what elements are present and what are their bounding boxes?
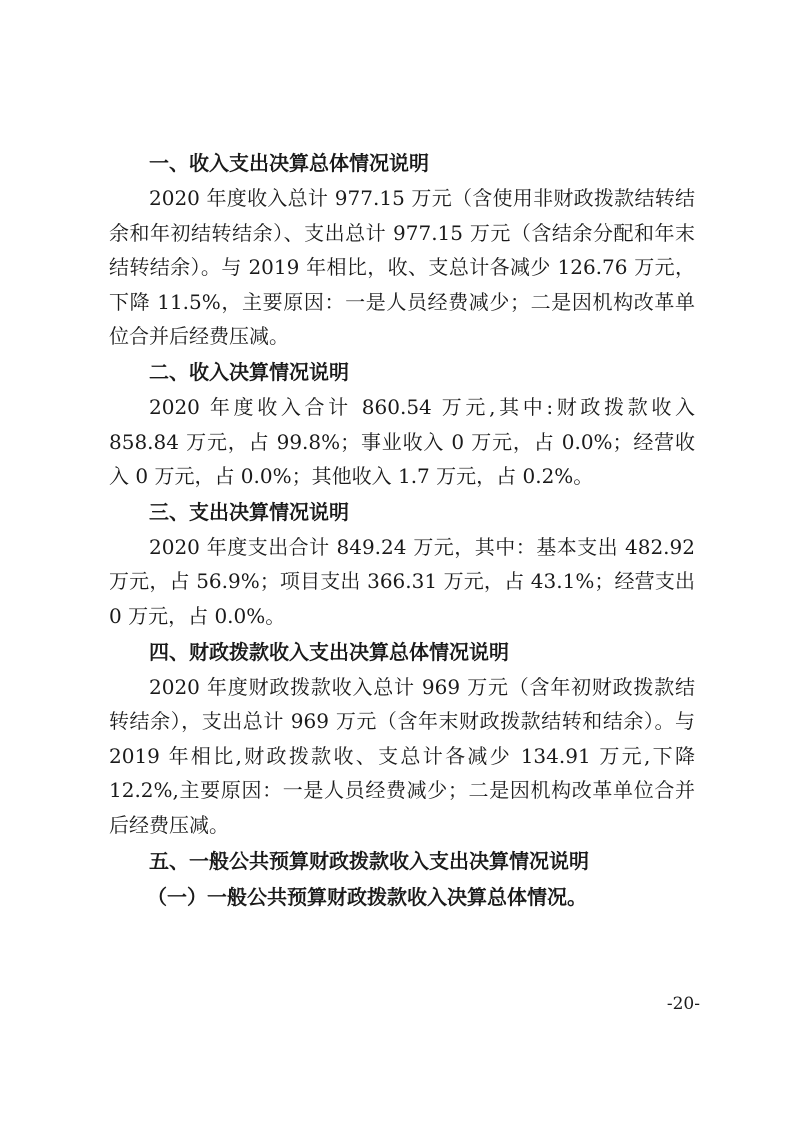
- section-heading-2: 二、收入决算情况说明: [149, 359, 349, 384]
- section-subheading-5-1: （一）一般公共预算财政拨款收入决算总体情况。: [147, 884, 587, 909]
- section-heading-5: 五、一般公共预算财政拨款收入支出决算情况说明: [149, 848, 589, 873]
- document-body: [109, 145, 695, 915]
- section-body-2: 2020 年度收入合计 860.54 万元,其中:财政拨款收入 858.84 万元，占 99.8%；事业收入 0 万元，占 0.0%；经营收入 0 万元，占 0.0%；其他收入 1.7 万元，占 0.2%。: [109, 394, 695, 489]
- section-body-1: 2020 年度收入总计 977.15 万元（含使用非财政拨款结转结余和年初结转结余）、支出总计 977.15 万元（含结余分配和年末结转结余）。与 2019 年相比，收、支总计各减少 126.76 万元，下降 11.5%，主要原因：一是人员经费减少；二是因机构改革单位合并后经费压减。: [109, 186, 695, 349]
- page-number: -20-: [666, 994, 700, 1014]
- section-heading-4: 四、财政拨款收入支出决算总体情况说明: [149, 639, 509, 664]
- section-heading-1: 一、收入支出决算总体情况说明: [149, 151, 429, 175]
- section-body-4: 2020 年度财政拨款收入总计 969 万元（含年初财政拨款结转结余），支出总计 969 万元（含年末财政拨款结转和结余）。与 2019 年相比,财政拨款收、支总计各减少 134.91 万元,下降 12.2%,主要原因：一是人员经费减少；二是因机构改革单位合并后经费压减。: [109, 674, 695, 837]
- section-heading-3: 三、支出决算情况说明: [149, 499, 349, 524]
- section-body-3: 2020 年度支出合计 849.24 万元，其中：基本支出 482.92 万元，占 56.9%；项目支出 366.31 万元，占 43.1%；经营支出 0 万元，占 0.0%。: [109, 534, 695, 628]
